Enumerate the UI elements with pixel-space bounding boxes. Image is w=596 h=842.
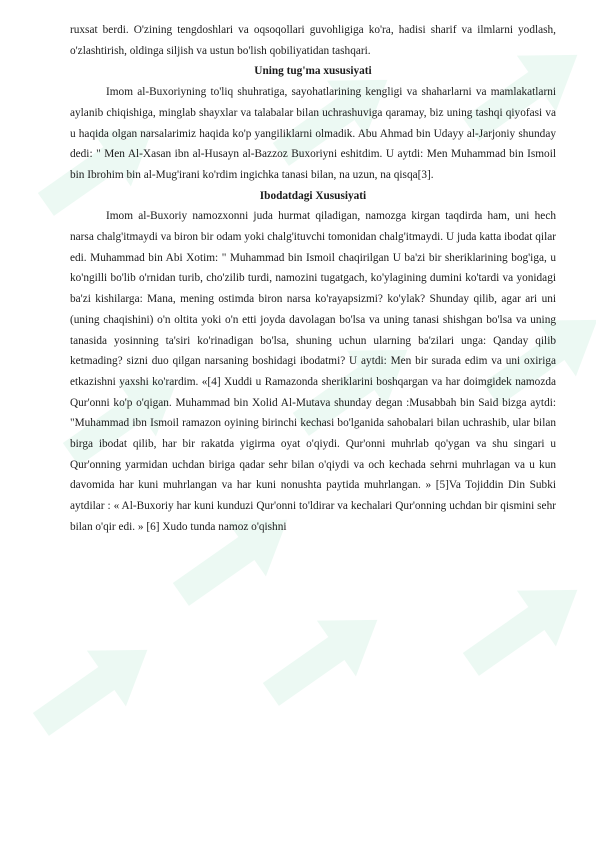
heading-worship-qualities: Ibodatdagi Xususiyati	[259, 189, 367, 202]
watermark-arrow-icon	[451, 562, 596, 692]
paragraph-intro: ruxsat berdi. O'zining tengdoshlari va oqsoqollari guvohligiga ko'ra, hadisi sharif va ilmlarni yodlash, o'zlashtirish, oldinga siljish va ustun bo'lish qobiliyatidan tashqari.	[70, 24, 556, 57]
paragraph-worship: Imom al-Buxoriy namozxonni juda hurmat qiladigan, namozga kirgan taqdirda ham, uni hech narsa chalg'itmaydi va biron bir odam yoki chalg'ituvchi tomonidan chalg'itmaydi. U juda katta ibodat qilar edi. Muhammad bin Abi Xotim: " Muhammad bin Ismoil chaqirilgan U ba'zi bir sheriklarining bog'iga, u ko'ngilli bo'lib o'rnidan turib, cho'zilib turdi, namozini tugatgach, ko'ylagining dumini ko'tardi va yonidagi ba'zi kishilarga: Mana, mening ostimda biron narsa ko'rayapsizmi? ko'ylak? Shunday qilib, agar ari uni (uning chaqishini) o'n oltita yoki o'n etti joyda davolagan bo'lsa va uning tanasi shishgan bo'lsa va uning tanasida yosinning ta'siri ko'rinadigan bo'lsa, shuning uchun ularning ba'zilari unga: Qanday qilib ketmading? sizni duo qilgan narsaning boshidagi ibodatmi? U aytdi: Men bir surada edim va uni oxiriga etkazishni yaxshi ko'rardim. «[4] Xuddi u Ramazonda sheriklarini boshqargan va har doimgidek namozda Qur'onni ko'p o'qigan. Muhammad bin Xolid Al-Mutava shunday degan :Musabbah bin Said bizga aytdi: "Muhammad ibn Ismoil ramazon oyining birinchi kechasi bo'lganida sahobalari bilan uchrashib, ular bilan birga ibodat qilib, har bir rakatda yigirma oyat o'qiydi. Qur'onni muhrlab qo'ygan va shu singari u Qur'onning yarmidan uchdan biriga qadar sehr bilan o'qiydi va och kechada sehrni muhrlagan va u kun davomida har kuni muhrlangan va har kuni nonushta paytida muhrlangan. » [5]Va Tojiddin Din Subki aytdilar : « Al-Buxoriy har kuni kunduzi Qur'onni to'ldirar va kechalari Qur'onning uchdan bir qismini sehr bilan o'qir edi. » [6] Xudo tunda namoz o'qishni	[70, 210, 556, 533]
heading-innate-qualities: Uning tug'ma xususiyati	[254, 65, 372, 78]
watermark-arrow-icon	[21, 622, 166, 752]
paragraph-appearance: Imom al-Buxoriyning to'liq shuhratiga, sayohatlarining kengligi va shaharlarni va mamlakatlarni aylanib chiqishiga, minglab shayxlar va talabalar bilan uchrashuviga qaramay, biz uning tashqi qiyofasi va u haqida olgan narsalarimiz haqida ko'p yangiliklarni olmadik. Abu Ahmad bin Udayy al-Jarjoniy shunday dedi: " Men Al-Xasan ibn al-Husayn al-Bazzoz Buxoriyni eshitdim. U aytdi: Men Muhammad bin Ismoil bin Ibrohim bin al-Mug'irani ko'rdim ingichka tanasi bilan, na uzun, na qisqa[3].	[70, 86, 556, 181]
document-page	[70, 20, 556, 538]
watermark-arrow-icon	[251, 592, 396, 722]
